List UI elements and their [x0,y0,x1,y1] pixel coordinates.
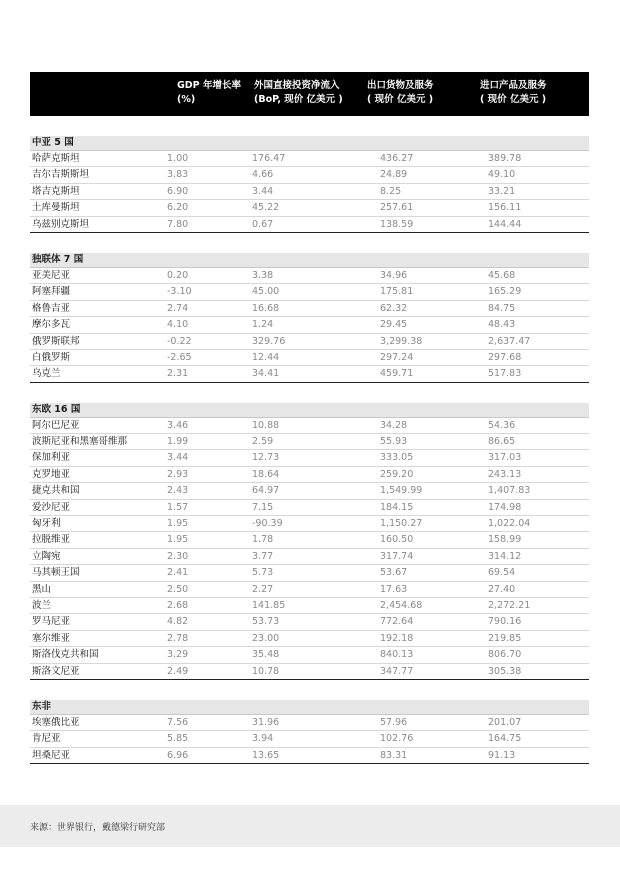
country-cell: 捷克共和国 [32,485,80,497]
value-cell: 1.24 [252,319,274,331]
table-row [30,450,589,466]
country-cell: 亚美尼亚 [32,269,71,281]
country-cell: 匈牙利 [32,518,61,530]
value-cell: 259.20 [380,468,414,480]
value-cell: 1.00 [167,153,189,164]
table-row [30,200,589,216]
table-row [30,565,589,581]
value-cell: 6.96 [167,749,189,761]
value-cell: 35.48 [252,649,280,661]
group-title: 中亚 5 国 [30,136,589,151]
header-exports: 出口货物及服务 ( 现价 亿美元 ) [367,80,434,105]
value-cell: 3.46 [167,419,189,431]
country-cell: 斯洛文尼亚 [32,665,80,677]
country-cell: 保加利亚 [32,452,71,464]
value-cell: 27.40 [488,583,516,595]
value-cell: 8.25 [380,185,402,197]
value-cell: 141.85 [252,599,286,611]
value-cell: 2.93 [167,468,189,480]
value-cell: 12.73 [252,452,280,464]
value-cell: 16.68 [252,302,280,314]
value-cell: 55.93 [380,436,408,448]
table-header [30,72,589,116]
country-cell: 土库曼斯坦 [32,202,80,214]
value-cell: 3.44 [252,185,274,197]
value-cell: 5.85 [167,733,189,745]
value-cell: 34.41 [252,368,280,380]
table-row [30,748,589,764]
table-row [30,350,589,366]
value-cell: 1,549.99 [380,485,423,497]
value-cell: 2.59 [252,436,274,448]
value-cell: 1,150.27 [380,518,423,530]
value-cell: 175.81 [380,286,414,298]
value-cell: 1.95 [167,534,189,546]
country-cell: 格鲁吉亚 [32,302,71,314]
value-cell: 2,272.21 [488,599,531,611]
table-row [30,664,589,680]
value-cell: 2.30 [167,550,189,562]
value-cell: 4.10 [167,319,189,331]
value-cell: 333.05 [380,452,414,464]
table-row [30,366,589,382]
value-cell: 83.31 [380,749,408,761]
value-cell: 257.61 [380,202,414,214]
footer [0,805,620,847]
value-cell: 13.65 [252,749,280,761]
country-cell: 乌克兰 [32,368,61,380]
value-cell: 806.70 [488,649,522,661]
value-cell: 2.41 [167,567,189,579]
value-cell: 3.94 [252,733,274,745]
country-cell: 阿尔巴尼亚 [32,419,80,431]
source-note: 来源：世界银行，戴德梁行研究部 [30,823,166,833]
table-row [30,598,589,614]
value-cell: 10.78 [252,665,280,677]
value-cell: 3.38 [252,269,274,281]
value-cell: 54.36 [488,419,516,431]
value-cell: 29.45 [380,319,408,331]
country-cell: 坦桑尼亚 [32,749,71,761]
value-cell: 2.31 [167,368,189,380]
country-cell: 塔吉克斯坦 [32,185,80,197]
table-row [30,217,589,233]
value-cell: 3.44 [167,452,189,464]
country-cell: 拉脱维亚 [32,534,71,546]
value-cell: 86.65 [488,436,516,448]
value-cell: 3,299.38 [380,335,423,347]
country-cell: 波兰 [32,599,52,611]
country-cell: 埃塞俄比亚 [32,716,80,728]
value-cell: 459.71 [380,368,414,380]
header-gdp-growth: GDP 年增长率 (%) [177,80,241,105]
table-row [30,647,589,663]
table-row [30,151,589,167]
group-section [30,403,589,680]
value-cell: 34.28 [380,419,408,431]
value-cell: 2.78 [167,632,189,644]
value-cell: 102.76 [380,733,414,745]
value-cell: 317.03 [488,452,522,464]
header-imports: 进口产品及服务 ( 现价 亿美元 ) [480,80,547,105]
value-cell: 317.74 [380,550,414,562]
value-cell: 24.89 [380,169,408,181]
value-cell: 297.68 [488,351,522,363]
value-cell: 12.44 [252,351,280,363]
country-cell: 波斯尼亚和黑塞哥维那 [32,436,128,448]
value-cell: 33.21 [488,185,516,197]
group-title: 东欧 16 国 [30,403,589,418]
value-cell: 347.77 [380,665,414,677]
value-cell: 160.50 [380,534,414,546]
country-cell: 阿塞拜疆 [32,286,71,298]
table-row [30,334,589,350]
value-cell: 329.76 [252,335,286,347]
value-cell: 64.97 [252,485,280,497]
table-body [30,136,589,764]
value-cell: 45.22 [252,202,280,214]
value-cell: 174.98 [488,501,522,513]
country-cell: 俄罗斯联邦 [32,335,80,347]
country-cell: 乌兹别克斯坦 [32,218,90,230]
value-cell: 305.38 [488,665,522,677]
value-cell: -2.65 [167,351,192,363]
value-cell: 2.74 [167,302,189,314]
country-cell: 哈萨克斯坦 [32,153,80,164]
value-cell: 158.99 [488,534,522,546]
country-cell: 肯尼亚 [32,733,61,745]
value-cell: 7.56 [167,716,189,728]
value-cell: 840.13 [380,649,414,661]
table-row [30,731,589,747]
country-cell: 吉尔吉斯斯坦 [32,169,90,181]
value-cell: 0.20 [167,269,189,281]
group-section [30,136,589,233]
table-row [30,500,589,516]
value-cell: 297.24 [380,351,414,363]
country-cell: 罗马尼亚 [32,616,71,628]
country-cell: 塞尔维亚 [32,632,71,644]
value-cell: 3.83 [167,169,189,181]
country-cell: 马其顿王国 [32,567,80,579]
value-cell: 53.67 [380,567,408,579]
value-cell: 144.44 [488,218,522,230]
value-cell: 517.83 [488,368,522,380]
group-title: 东非 [30,700,589,715]
value-cell: 790.16 [488,616,522,628]
value-cell: 69.54 [488,567,516,579]
table-row [30,532,589,548]
country-cell: 斯洛伐克共和国 [32,649,99,661]
country-cell: 白俄罗斯 [32,351,71,363]
value-cell: 31.96 [252,716,280,728]
value-cell: 314.12 [488,550,522,562]
table-row [30,268,589,284]
data-table [30,72,589,764]
value-cell: 3.77 [252,550,274,562]
value-cell: 84.75 [488,302,516,314]
value-cell: 0.67 [252,218,274,230]
value-cell: 2.68 [167,599,189,611]
value-cell: 201.07 [488,716,522,728]
value-cell: 1.95 [167,518,189,530]
value-cell: 2,454.68 [380,599,423,611]
value-cell: 165.29 [488,286,522,298]
value-cell: 772.64 [380,616,414,628]
table-row [30,184,589,200]
value-cell: 138.59 [380,218,414,230]
value-cell: 45.00 [252,286,280,298]
table-row [30,715,589,731]
table-row [30,467,589,483]
value-cell: 18.64 [252,468,280,480]
value-cell: 389.78 [488,153,522,164]
value-cell: 48.43 [488,319,516,331]
table-row [30,301,589,317]
value-cell: 45.68 [488,269,516,281]
value-cell: -0.22 [167,335,192,347]
table-row [30,582,589,598]
value-cell: 49.10 [488,169,516,181]
table-row [30,434,589,450]
table-row [30,418,589,434]
value-cell: 4.66 [252,169,274,181]
value-cell: 10.88 [252,419,280,431]
group-title: 独联体 7 国 [30,253,589,268]
value-cell: 7.80 [167,218,189,230]
table-row [30,516,589,532]
value-cell: 7.15 [252,501,274,513]
value-cell: 2,637.47 [488,335,531,347]
value-cell: 23.00 [252,632,280,644]
value-cell: 6.90 [167,185,189,197]
country-cell: 克罗地亚 [32,468,71,480]
country-cell: 黑山 [32,583,52,595]
value-cell: 3.29 [167,649,189,661]
value-cell: -90.39 [252,518,283,530]
value-cell: 1.78 [252,534,274,546]
value-cell: 2.50 [167,583,189,595]
value-cell: 5.73 [252,567,274,579]
value-cell: 2.27 [252,583,274,595]
table-row [30,614,589,630]
value-cell: 57.96 [380,716,408,728]
value-cell: 1,022.04 [488,518,531,530]
value-cell: -3.10 [167,286,192,298]
value-cell: 62.32 [380,302,408,314]
value-cell: 91.13 [488,749,516,761]
value-cell: 436.27 [380,153,414,164]
value-cell: 164.75 [488,733,522,745]
table-row [30,631,589,647]
table-row [30,317,589,333]
value-cell: 53.73 [252,616,280,628]
value-cell: 1,407.83 [488,485,531,497]
value-cell: 6.20 [167,202,189,214]
value-cell: 2.43 [167,485,189,497]
value-cell: 17.63 [380,583,408,595]
value-cell: 192.18 [380,632,414,644]
group-section [30,700,589,764]
value-cell: 219.85 [488,632,522,644]
table-row [30,167,589,183]
value-cell: 1.99 [167,436,189,448]
group-section [30,253,589,383]
country-cell: 立陶宛 [32,550,61,562]
table-row [30,483,589,499]
country-cell: 爱沙尼亚 [32,501,71,513]
header-fdi-inflow: 外国直接投资净流入 (BoP, 现价 亿美元 ) [254,80,343,105]
value-cell: 34.96 [380,269,408,281]
value-cell: 243.13 [488,468,522,480]
value-cell: 156.11 [488,202,522,214]
value-cell: 2.49 [167,665,189,677]
country-cell: 摩尔多瓦 [32,319,71,331]
value-cell: 1.57 [167,501,189,513]
table-row [30,549,589,565]
value-cell: 184.15 [380,501,414,513]
value-cell: 176.47 [252,153,286,164]
value-cell: 4.82 [167,616,189,628]
table-row [30,284,589,300]
